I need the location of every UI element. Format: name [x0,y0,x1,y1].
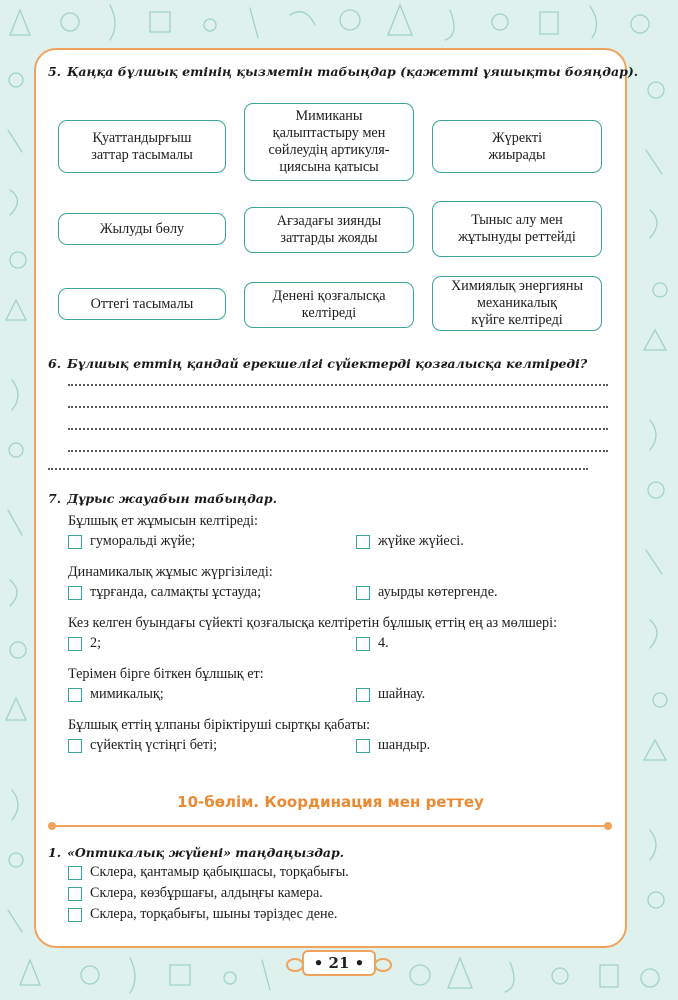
checkbox[interactable] [356,535,370,549]
answer-option[interactable] [356,635,389,652]
question-number: 7. [48,491,62,506]
answer-option[interactable] [68,885,323,902]
function-box[interactable]: Мимиканы қалыптастыру мен сөйлеудің артикуля- циясына қатысы [244,103,414,181]
function-box[interactable]: Ағзадағы зиянды заттарды жояды [244,207,414,253]
option-label: Склера, көзбұршағы, алдыңғы камера. [90,885,323,901]
checkbox[interactable] [68,887,82,901]
question-stem: Динамикалық жұмыс жүргізіледі: [68,564,273,580]
page-number-badge [289,948,389,978]
answer-option[interactable] [68,686,164,703]
option-label: сүйектің үстіңгі беті; [90,737,218,753]
option-label: ауырды көтергенде. [378,584,498,600]
function-box[interactable]: Жылуды бөлу [58,213,226,245]
page-number: • 21 • [302,950,377,976]
answer-line[interactable] [48,468,588,470]
answer-option[interactable] [68,906,337,923]
option-label: шайнау. [378,686,426,702]
question-7-title [48,491,277,506]
answer-option[interactable] [356,737,430,754]
function-box[interactable]: Оттегі тасымалы [58,288,226,320]
question-text: «Оптикалық жүйені» таңдаңыздар. [67,845,345,860]
option-label: шандыр. [378,737,431,753]
option-label: 4. [378,635,389,651]
checkbox[interactable] [356,637,370,651]
checkbox[interactable] [356,688,370,702]
checkbox[interactable] [68,535,82,549]
answer-line[interactable] [68,384,608,386]
checkbox[interactable] [356,739,370,753]
question-5-title [48,64,638,79]
question-number: 1. [48,845,62,860]
answer-option[interactable] [356,686,425,703]
answer-line[interactable] [68,406,608,408]
option-label: Склера, торқабығы, шыны тәріздес дене. [90,906,338,922]
function-box[interactable]: Химиялық энергияны механикалық күйге келтіреді [432,276,602,331]
checkbox[interactable] [68,586,82,600]
answer-option[interactable] [68,533,195,550]
answer-option[interactable] [356,533,464,550]
option-label: мимикалық; [90,686,164,702]
section-title: 10-бөлім. Координация мен реттеу [177,793,484,811]
option-label: Склера, қантамыр қабықшасы, торқабығы. [90,864,349,880]
checkbox[interactable] [356,586,370,600]
answer-line[interactable] [68,450,608,452]
function-box[interactable]: Тыныс алу мен жұтынуды реттейді [432,201,602,257]
checkbox[interactable] [68,866,82,880]
section-10-question-1-title [48,845,344,860]
function-box[interactable]: Қуаттандырғыш заттар тасымалы [58,120,226,173]
question-number: 6. [48,356,62,371]
answer-option[interactable] [68,635,101,652]
checkbox[interactable] [68,688,82,702]
question-stem: Кез келген буындағы сүйекті қозғалысқа келтіретін бұлшық еттің ең аз мөлшері: [68,615,558,631]
checkbox[interactable] [68,739,82,753]
option-label: 2; [90,635,102,651]
question-number: 5. [48,64,62,79]
section-divider [52,825,608,827]
answer-option[interactable] [68,864,349,881]
checkbox[interactable] [68,637,82,651]
question-stem: Бұлшық ет жұмысын келтіреді: [68,513,258,529]
answer-option[interactable] [68,584,261,601]
option-label: жүйке жүйесі. [378,533,464,549]
question-text: Қаңқа бұлшық етінің қызметін табыңдар (қажетті ұяшықты бояңдар). [67,64,639,79]
function-box[interactable]: Жүректі жиырады [432,120,602,173]
question-text: Бұлшық еттің қандай ерекшелігі сүйектерді қозғалысқа келтіреді? [67,356,588,371]
question-stem: Терімен бірге біткен бұлшық ет: [68,666,264,682]
function-box[interactable]: Денені қозғалысқа келтіреді [244,282,414,328]
question-text: Дұрыс жауабын табыңдар. [67,491,277,506]
checkbox[interactable] [68,908,82,922]
question-stem: Бұлшық еттің ұлпаны біріктіруші сыртқы қабаты: [68,717,371,733]
answer-option[interactable] [68,737,217,754]
question-6-title [48,356,587,371]
option-label: гуморальді жүйе; [90,533,196,549]
answer-option[interactable] [356,584,498,601]
answer-line[interactable] [68,428,608,430]
option-label: тұрғанда, салмақты ұстауда; [90,584,262,600]
